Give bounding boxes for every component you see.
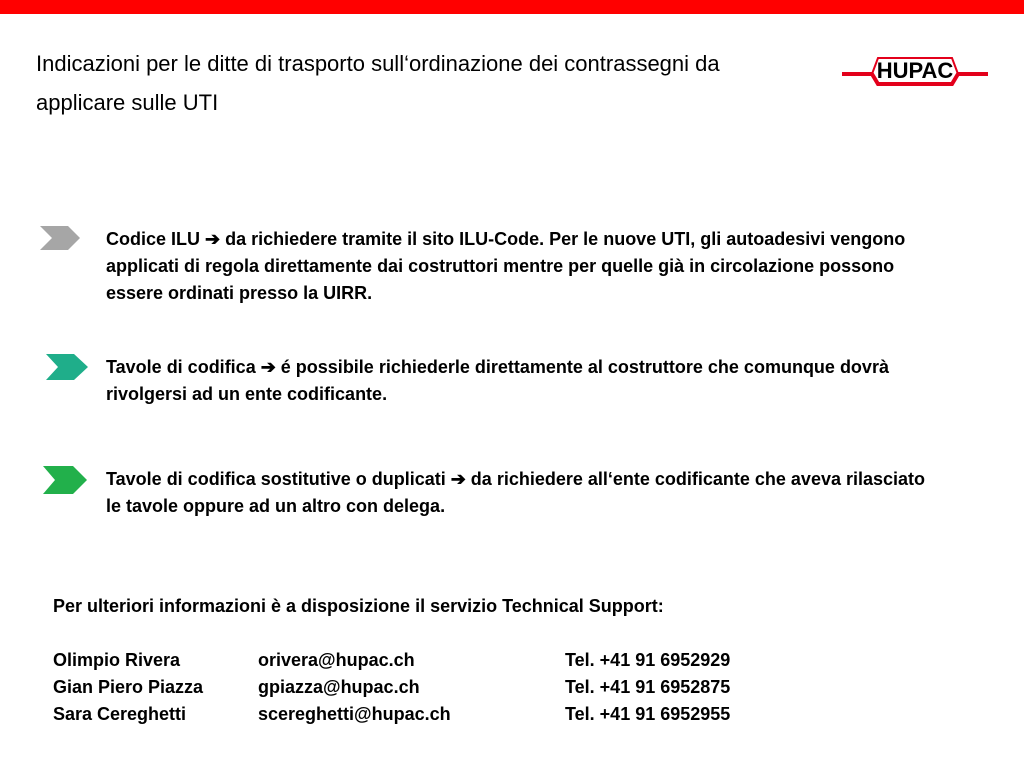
bullet-text: Codice ILU ➔ da richiedere tramite il sito ILU-Code. Per le nuove UTI, gli autoadesivi vengono applicati di regola direttamente dai costruttori mentre per quelle già in circolazione possono essere ordinati presso la UIRR.: [106, 229, 906, 303]
contact-phone: Tel. +41 91 6952955: [565, 704, 731, 724]
contact-email[interactable]: gpiazza@hupac.ch: [258, 677, 420, 697]
chevron-right-icon: [43, 466, 87, 494]
contact-email[interactable]: orivera@hupac.ch: [258, 650, 415, 670]
contact-row: [53, 701, 953, 728]
support-heading: Per ulteriori informazioni è a disposizione il servizio Technical Support:: [53, 596, 664, 616]
bullet-text: Tavole di codifica sostitutive o duplicati ➔ da richiedere all‘ente codificante che aveva rilasciato le tavole oppure ad un altro con delega.: [106, 469, 926, 516]
contact-name: Sara Cereghetti: [53, 704, 187, 724]
contact-row: [53, 647, 953, 674]
chevron-right-icon: [46, 354, 88, 380]
bullet-text: Tavole di codifica ➔ é possibile richiederle direttamente al costruttore che comunque dovrà rivolgersi ad un ente codificante.: [106, 357, 889, 404]
contact-phone: Tel. +41 91 6952929: [565, 650, 731, 670]
top-accent-bar: [0, 0, 1024, 14]
technical-support-section: [53, 593, 953, 728]
contact-name: Gian Piero Piazza: [53, 677, 204, 697]
contact-phone: Tel. +41 91 6952875: [565, 677, 731, 697]
contact-name: Olimpio Rivera: [53, 650, 181, 670]
page-title: Indicazioni per le ditte di trasporto sull‘ordinazione dei contrassegni da applicare sulle UTI: [36, 51, 720, 115]
hupac-logo: [840, 50, 990, 92]
contact-row: [53, 674, 953, 701]
chevron-right-icon: [40, 226, 80, 250]
logo-text: HUPAC: [876, 58, 954, 83]
contact-email[interactable]: scereghetti@hupac.ch: [258, 704, 451, 724]
